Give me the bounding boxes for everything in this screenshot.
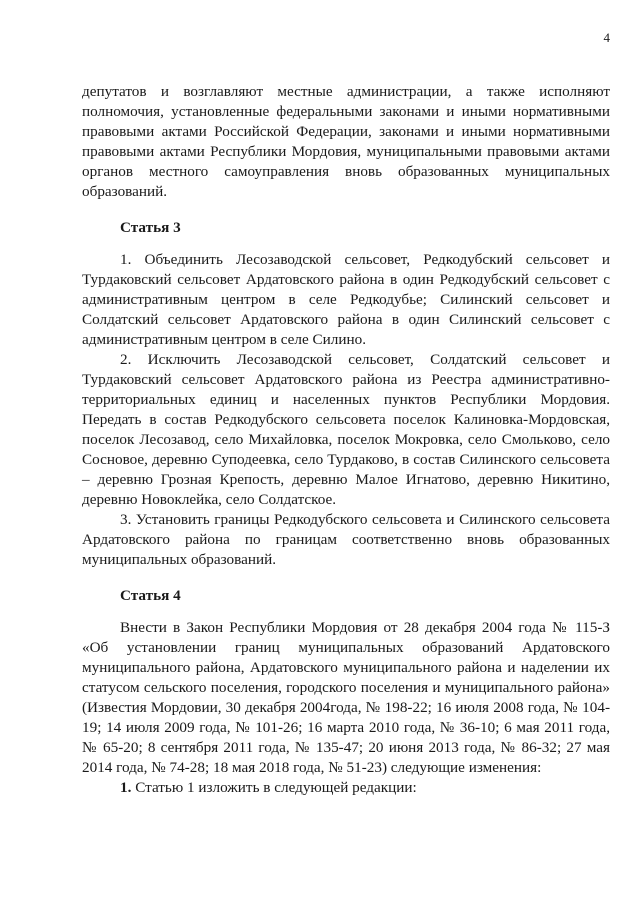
- article-4-item-1-text: Статью 1 изложить в следующей редакции:: [131, 779, 417, 796]
- intro-paragraph: депутатов и возглавляют местные администрации, а также исполняют полномочия, установленные федеральными законами и иными нормативными правовыми актами Российской Федерации, законами и иными нормативными правовыми актами Республики Мордовия, муниципальными правовыми актами органов местного самоуправления вновь образованных муниципальных образований.: [82, 83, 610, 200]
- article-4-heading: Статья 4: [120, 587, 181, 604]
- article-4-item-1: [82, 778, 610, 798]
- article-3-heading: Статья 3: [120, 219, 181, 236]
- document-body: [82, 82, 610, 798]
- article-4-paragraph: Внести в Закон Республики Мордовия от 28 декабря 2004 года № 115-З «Об установлении границ муниципальных образований Ардатовского муниципального района, Ардатовского муниципального района и наделении их статусом сельского поселения, городского поселения и муниципального района» (Известия Мордовии, 30 декабря 2004года, № 198-22; 16 июля 2008 года, № 104-19; 14 июля 2009 года, № 101-26; 16 марта 2010 года, № 36-10; 6 мая 2011 года, № 65-20; 8 сентября 2011 года, № 135-47; 20 июня 2013 года, № 86-32; 27 мая 2014 года, № 74-28; 18 мая 2018 года, № 51-23) следующие изменения:: [82, 619, 610, 776]
- article-3-item-2: 2. Исключить Лесозаводской сельсовет, Солдатский сельсовет и Турдаковский сельсовет Ардатовского района из Реестра административно-территориальных единиц и населенных пунктов Республики Мордовия. Передать в состав Редкодубского сельсовета поселок Калиновка-Мордовская, поселок Лесозавод, село Михайловка, поселок Мокровка, село Смольково, село Сосновое, деревню Суподеевка, село Турдаково, в состав Силинского сельсовета – деревню Грозная Крепость, деревню Малое Игнатово, деревню Никитино, деревню Новоклейка, село Солдатское.: [82, 351, 610, 508]
- page-number: 4: [603, 30, 610, 45]
- article-3-item-3: 3. Установить границы Редкодубского сельсовета и Силинского сельсовета Ардатовского района по границам соответственно вновь образованных муниципальных образований.: [82, 511, 610, 568]
- article-4-item-1-number: 1.: [120, 779, 132, 796]
- article-3-item-1: 1. Объединить Лесозаводской сельсовет, Редкодубский сельсовет и Турдаковский сельсовет Ардатовского района в один Редкодубский сельсовет с административным центром в селе Редкодубье; Силинский сельсовет и Солдатский сельсовет Ардатовского района в один Силинский сельсовет с административным центром в селе Силино.: [82, 251, 610, 348]
